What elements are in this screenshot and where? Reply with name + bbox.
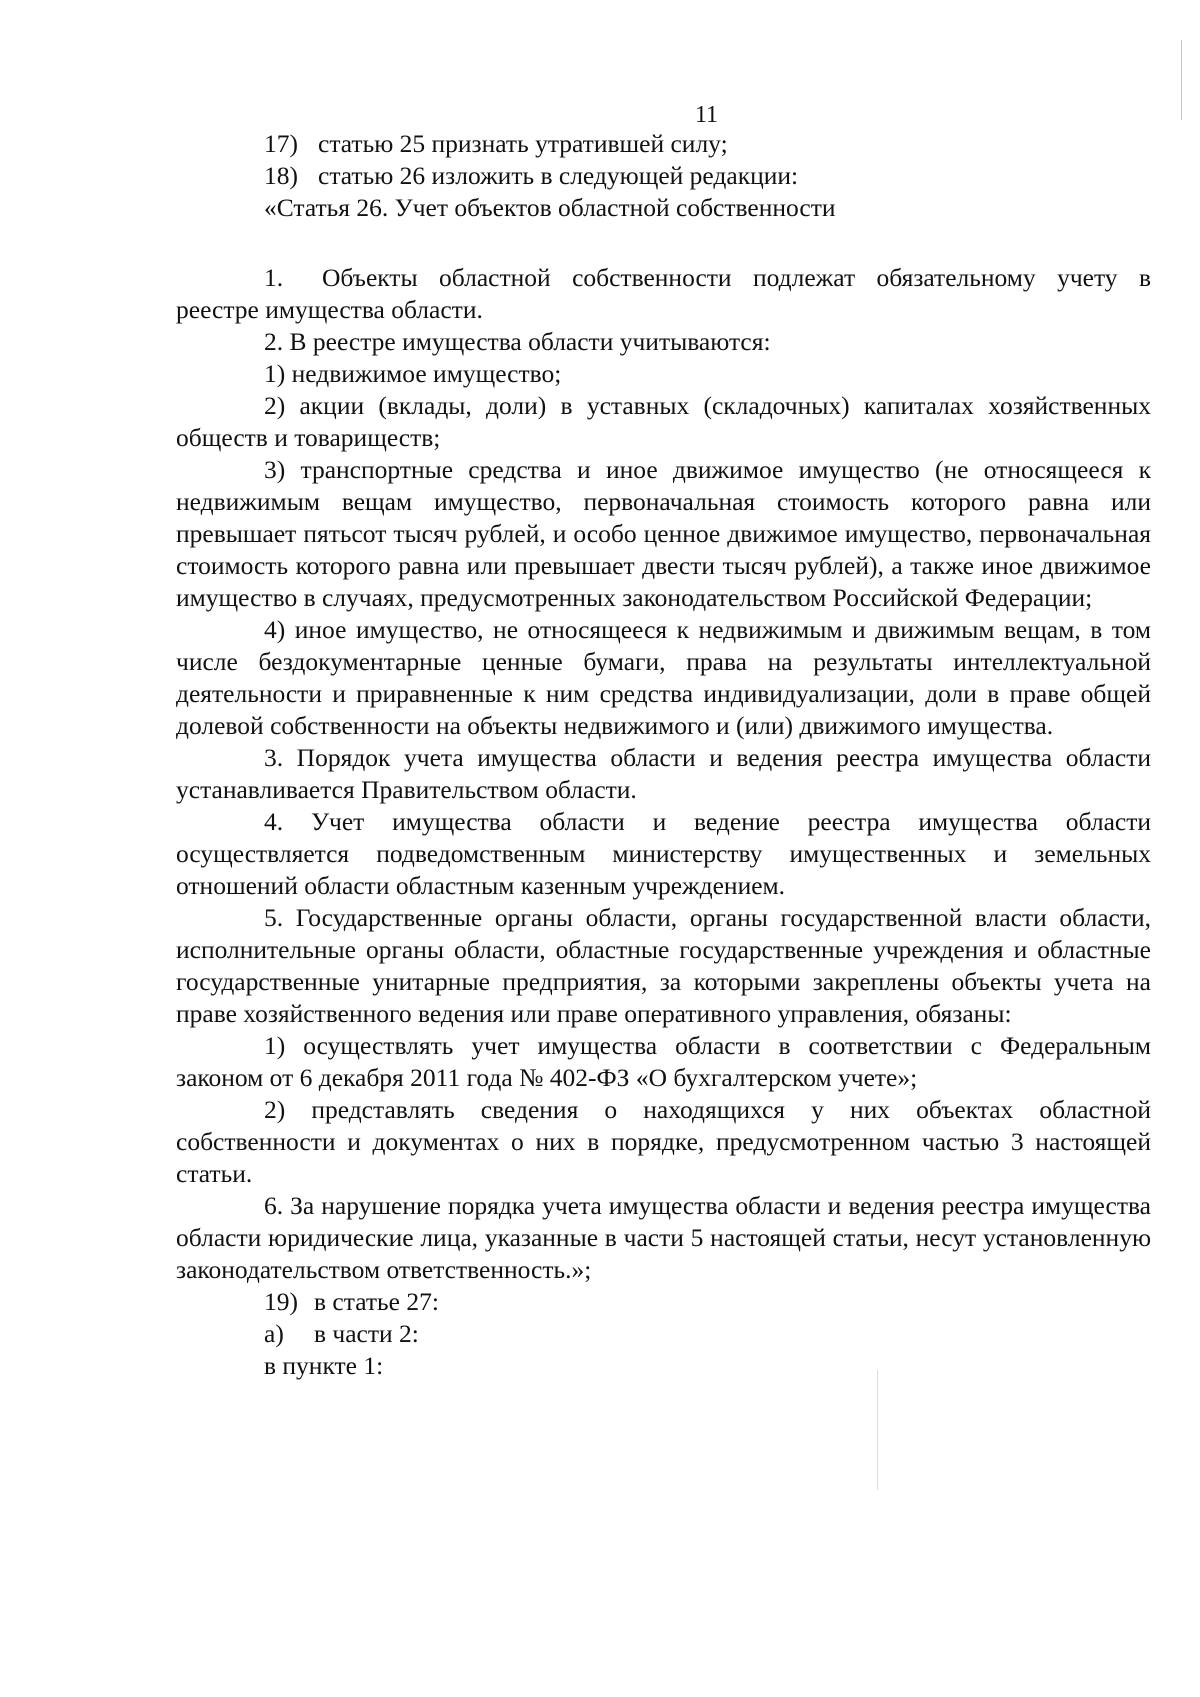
item-number: 18) <box>264 161 298 190</box>
item-text: в части 2: <box>314 1319 419 1348</box>
item-letter: а) <box>264 1319 284 1348</box>
sub-point: в пункте 1: <box>264 1351 384 1380</box>
item-text: статью 25 признать утратившей силу; <box>318 129 728 158</box>
item-number: 19) <box>264 1287 298 1316</box>
part-1-line-2: реестре имущества области. <box>176 295 483 324</box>
part-text: Объекты областной собственности подлежат обязательному учету в <box>322 263 1151 292</box>
part-2-item-4: 4) иное имущество, не относящееся к недвижимым и движимым вещам, в том числе бездокументарные ценные бумаги, права на результаты интеллектуальной деятельности и приравненные к ним средства индивидуализации, доли в праве общей долевой собственности на объекты недвижимого и (или) движимого имущества. <box>176 615 1151 740</box>
page-number: 11 <box>694 102 719 128</box>
item-text: в статье 27: <box>314 1287 439 1316</box>
spacer <box>176 224 1151 262</box>
part-2-item-2: 2) акции (вклады, доли) в уставных (складочных) капиталах хозяйственных обществ и товариществ; <box>176 391 1151 452</box>
list-item-19 <box>176 1286 1151 1318</box>
scan-edge-mark <box>1181 40 1182 120</box>
list-item-17 <box>176 128 1151 160</box>
item-number: 17) <box>264 129 298 158</box>
item-text: статью 26 изложить в следующей редакции: <box>318 161 799 190</box>
part-5-item-2: 2) представлять сведения о находящихся у них объектах областной собственности и документах о них в порядке, предусмотренном частью 3 настоящей статьи. <box>176 1095 1151 1188</box>
part-2-intro: 2. В реестре имущества области учитываются: <box>264 327 771 356</box>
document-body <box>176 128 1151 1382</box>
part-4: 4. Учет имущества области и ведение реестра имущества области осуществляется подведомственным министерству имущественных и земельных отношений области областным казенным учреждением. <box>176 807 1151 900</box>
article-heading: «Статья 26. Учет объектов областной собственности <box>264 193 836 222</box>
scan-edge-mark <box>877 1370 878 1490</box>
part-number: 1. <box>264 263 284 292</box>
part-3: 3. Порядок учета имущества области и ведения реестра имущества области устанавливается Правительством области. <box>176 743 1151 804</box>
part-1-line-1 <box>176 262 1151 294</box>
part-2-item-1: 1) недвижимое имущество; <box>264 359 562 388</box>
part-6: 6. За нарушение порядка учета имущества области и ведения реестра имущества области юридические лица, указанные в части 5 настоящей статьи, несут установленную законодательством ответственность.»; <box>176 1191 1151 1284</box>
list-item-a <box>176 1318 1151 1350</box>
part-2-item-3: 3) транспортные средства и иное движимое имущество (не относящееся к недвижимым вещам имущество, первоначальная стоимость которого равна или превышает пятьсот тысяч рублей, и особо ценное движимое имущество, первоначальная стоимость которого равна или превышает двести тысяч рублей), а также иное движимое имущество в случаях, предусмотренных законодательством Российской Федерации; <box>176 455 1151 612</box>
list-item-18 <box>176 160 1151 192</box>
part-5-item-1: 1) осуществлять учет имущества области в соответствии с Федеральным законом от 6 декабря 2011 года № 402-ФЗ «О бухгалтерском учете»; <box>176 1031 1151 1092</box>
part-5-intro: 5. Государственные органы области, органы государственной власти области, исполнительные органы области, областные государственные учреждения и областные государственные унитарные предприятия, за которыми закреплены объекты учета на праве хозяйственного ведения или праве оперативного управления, обязаны: <box>176 903 1151 1028</box>
